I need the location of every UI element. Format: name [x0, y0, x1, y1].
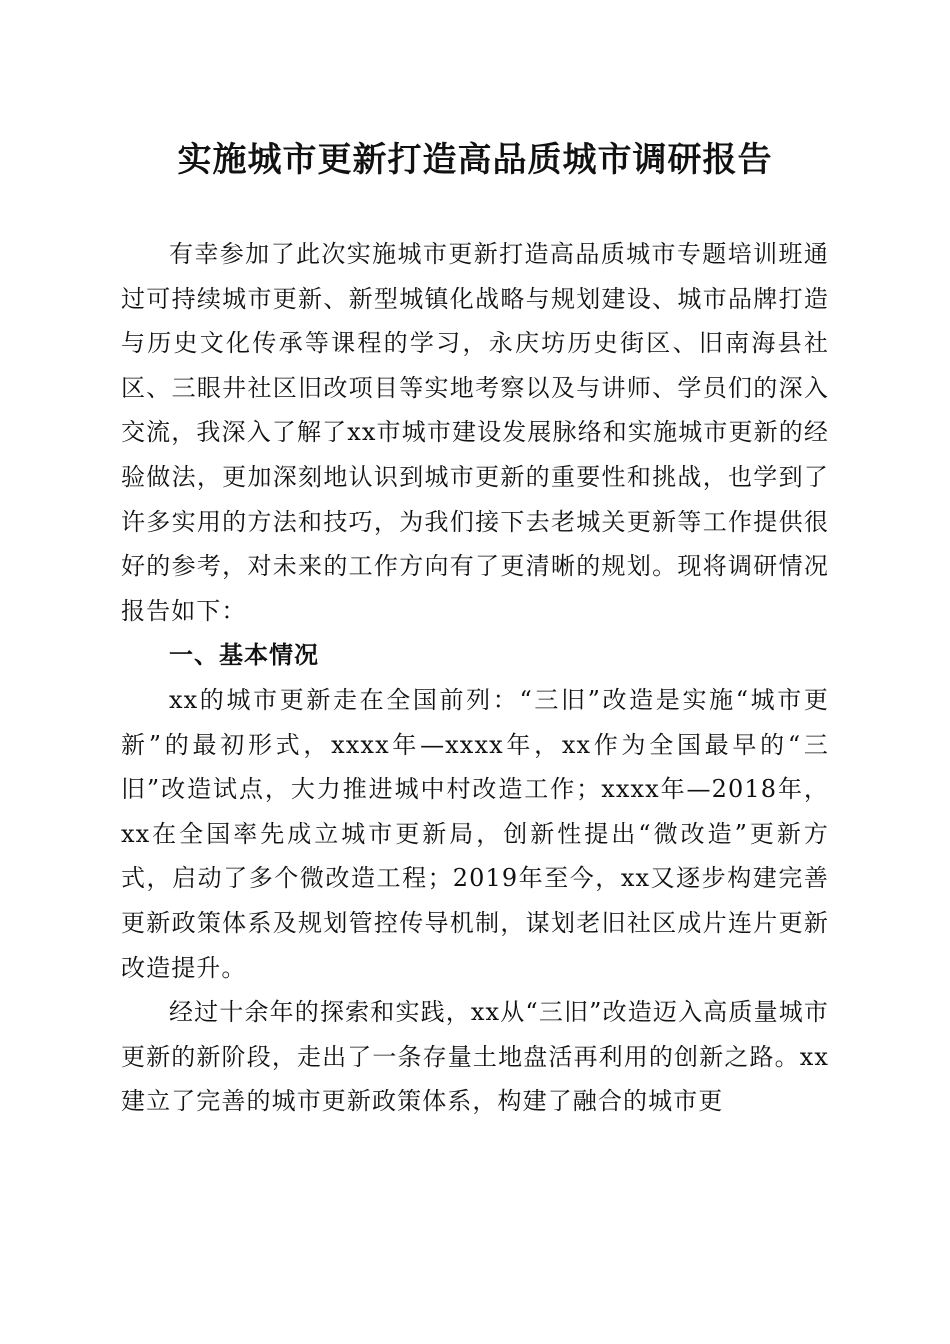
section-paragraph-2: 经过十余年的探索和实践，xx从“三旧”改造迈入高质量城市更新的新阶段，走出了一条存量土地盘活再利用的创新之路。xx建立了完善的城市更新政策体系，构建了融合的城市更 — [121, 998, 829, 1116]
document-body — [121, 232, 829, 1124]
section-heading: 一、基本情况 — [169, 641, 319, 670]
section-paragraph-1: xx的城市更新走在全国前列：“三旧”改造是实施“城市更新”的最初形式，xxxx年—xxxx年，xx作为全国最早的“三旧”改造试点，大力推进城中村改造工作；xxxx年—2018年，xx在全国率先成立城市更新局，创新性提出“微改造”更新方式，启动了多个微改造工程；2019年至今，xx又逐步构建完善更新政策体系及规划管控传导机制，谋划老旧社区成片连片更新改造提升。 — [121, 685, 829, 982]
document-title: 实施城市更新打造高品质城市调研报告 — [177, 140, 773, 180]
intro-paragraph: 有幸参加了此次实施城市更新打造高品质城市专题培训班通过可持续城市更新、新型城镇化战略与规划建设、城市品牌打造与历史文化传承等课程的学习，永庆坊历史街区、旧南海县社区、三眼井社区旧改项目等实地考察以及与讲师、学员们的深入交流，我深入了解了xx市城市建设发展脉络和实施城市更新的经验做法，更加深刻地认识到城市更新的重要性和挑战，也学到了许多实用的方法和技巧，为我们接下去老城关更新等工作提供很好的参考，对未来的工作方向有了更清晰的规划。现将调研情况报告如下： — [121, 240, 829, 625]
